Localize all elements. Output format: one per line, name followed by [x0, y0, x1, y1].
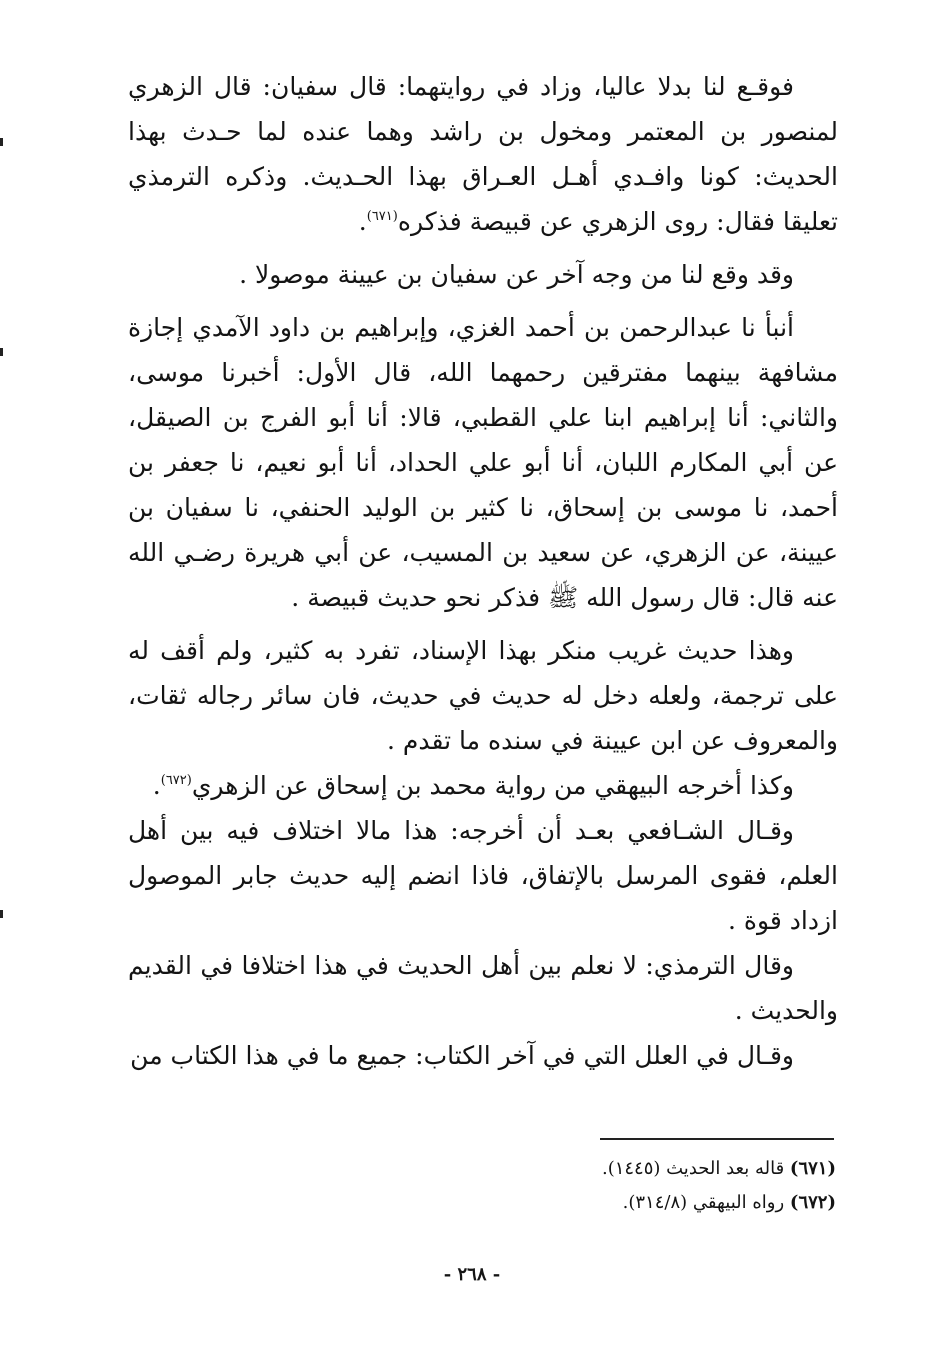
- footnote: [400, 1186, 836, 1220]
- paragraph: فوقـع لنا بدلا عاليا، وزاد في روايتهما: قال سفيان: قال الزهري لمنصور بن المعتمر ومخول بن راشد وهما عنده لما حـدث بهذا الحديث: كونا وافـدي أهـل العـراق بهذا الحـديث. وذكره الترمذي تعليقا فقال: روى الزهري عن قبيصة فذكره$^{(٦٧١)}$.: [128, 72, 838, 236]
- paragraph: وقال الترمذي: لا نعلم بين أهل الحديث في هذا اختلافا في القديم والحديث .: [128, 951, 838, 1025]
- margin-mark: [0, 138, 3, 146]
- paragraph: وقـال الشـافعي بعـد أن أخرجه: هذا مالا اختلاف فيه بين أهل العلم، فقوى المرسل بالإتفاق، فاذا انضم إليه حديث جابر الموصول ازداد قوة .: [128, 816, 838, 935]
- footnote-reference[interactable]: (٦٧٢): [160, 773, 192, 788]
- footnote-divider: [600, 1138, 834, 1140]
- margin-mark: [0, 910, 3, 918]
- paragraph: أنبأ نا عبدالرحمن بن أحمد الغزي، وإبراهيم بن داود الآمدي إجازة مشافهة بينهما مفترقين رحمهما الله، قال الأول: أخبرنا موسى، والثاني: أنا إبراهيم ابنا علي القطبي، قالا: أنا أبو الفرج بن الصيقل، عن أبي المكارم اللبان، أنا أبو علي الحداد، أنا أبو نعيم، نا جعفر بن أحمد، نا موسى بن إسحاق، نا كثير بن الوليد الحنفي، نا سفيان بن عيينة، عن الزهري، عن سعيد بن المسيب، عن أبي هريرة رضـي الله عنه قال: قال رسول الله ﷺ فذكر نحو حديث قبيصة .: [128, 313, 838, 612]
- footnote-reference[interactable]: (٦٧١): [366, 209, 398, 224]
- paragraph: وهذا حديث غريب منكر بهذا الإسناد، تفرد به كثير، ولم أقف له على ترجمة، ولعله دخل له حديث في حديث، فان سائر رجاله ثقات، والمعروف عن ابن عيينة في سنده ما تقدم .: [128, 636, 838, 755]
- footnote-text: رواه البيهقي (٣١٤/٨).: [622, 1192, 785, 1213]
- main-text: [128, 64, 838, 1078]
- paragraph: وقد وقع لنا من وجه آخر عن سفيان بن عيينة موصولا .: [239, 260, 794, 289]
- footnote-number: (٦٧١): [789, 1158, 836, 1179]
- page-number: - ٢٦٨ -: [443, 1264, 501, 1285]
- margin-mark: [0, 348, 3, 356]
- footnote-number: (٦٧٢): [789, 1192, 836, 1213]
- paragraph: وقـال في العلل التي في آخر الكتاب: جميع ما في هذا الكتاب من: [130, 1041, 794, 1070]
- footnote-text: قاله بعد الحديث (١٤٤٥).: [601, 1158, 785, 1179]
- paragraph: وكذا أخرجه البيهقي من رواية محمد بن إسحاق عن الزهري$^{(٦٧٢)}$.: [152, 771, 794, 800]
- footnote: [400, 1152, 836, 1186]
- footnotes: [400, 1152, 836, 1220]
